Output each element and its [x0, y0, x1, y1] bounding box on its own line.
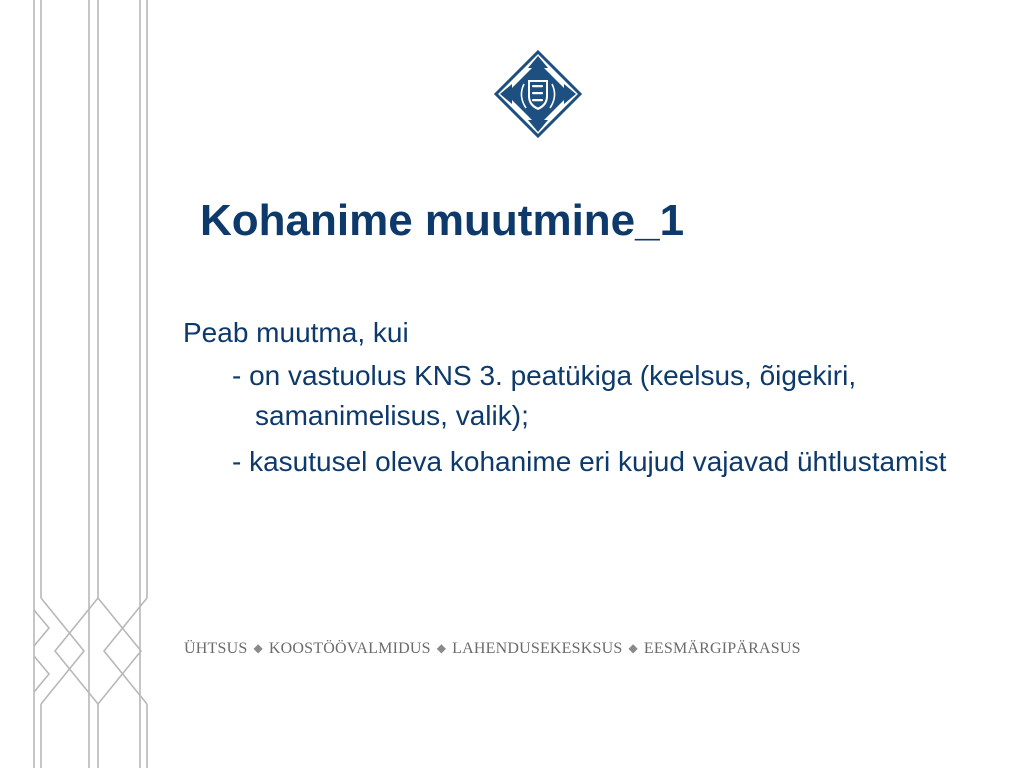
intro-text: Peab muutma, kui — [183, 317, 409, 348]
footer-value: LAHENDUSEKESKSUS — [452, 640, 623, 657]
slide-title: Kohanime muutmine_1 — [200, 196, 685, 245]
decorative-line-ornament — [0, 0, 170, 768]
condition-list — [183, 356, 963, 482]
estonian-coat-of-arms-emblem-icon — [494, 50, 582, 138]
footer-value: KOOSTÖÖVALMIDUS — [268, 640, 431, 657]
condition-item: - kasutusel oleva kohanime eri kujud vajavad ühtlustamist — [232, 446, 947, 477]
footer-separator-icon: ◆ — [253, 641, 263, 655]
condition-item: - on vastuolus KNS 3. peatükiga (keelsus, õigekiri, samanimelisus, valik); — [232, 360, 857, 431]
footer-separator-icon: ◆ — [628, 641, 638, 655]
footer-value: EESMÄRGIPÄRASUS — [643, 640, 801, 657]
footer-value: ÜHTSUS — [184, 640, 248, 657]
slide-body — [183, 313, 963, 488]
footer-values — [184, 640, 801, 658]
footer-separator-icon: ◆ — [436, 641, 447, 655]
